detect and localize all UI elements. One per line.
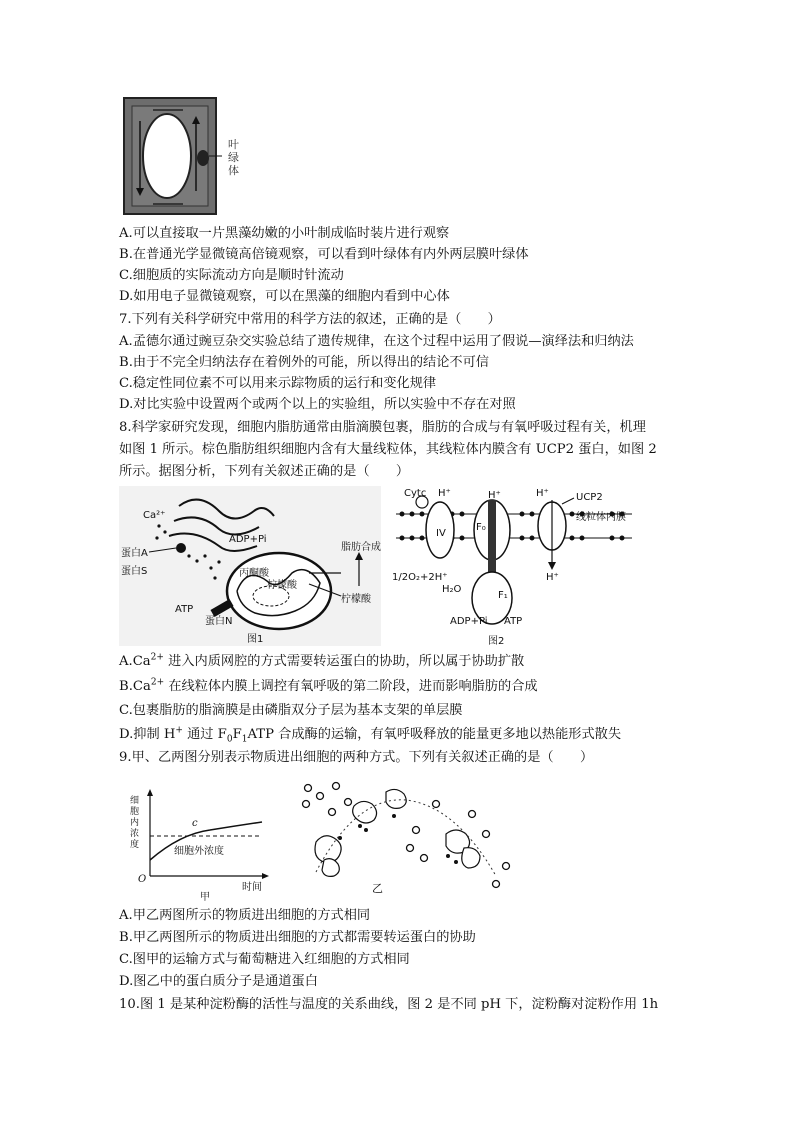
q9-figure-yi (296, 776, 518, 896)
fig1-label-fat-synthesis: 脂肪合成 (341, 542, 381, 553)
jia-origin: O (138, 874, 147, 885)
q7-option-a: A.孟德尔通过豌豆杂交实验总结了遗传规律，在这个过程中运用了假说—演绎法和归纳法 (119, 334, 634, 349)
q7-option-b: B.由于不完全归纳法存在着例外的可能，所以得出的结论不可信 (119, 355, 489, 370)
q8-stem-line-2: 如图 1 所示。棕色脂肪组织细胞内含有大量线粒体，其线粒体内膜含有 UCP2 蛋白，如图 2 (119, 442, 657, 457)
fig1-label-ca: Ca²⁺ (143, 510, 166, 521)
fig2-label-h3: H⁺ (536, 488, 549, 499)
q8-option-d: D.抑制 H+ 通过 $F_0F_1ATP$ 合成酶的运输，有氧呼吸释放的能量更多地以热能形式散失 (119, 725, 622, 745)
fig1-caption: 图1 (247, 634, 264, 645)
q8-figure-1 (119, 486, 381, 646)
fig1-label-protein-a: 蛋白A (121, 548, 148, 559)
q9-option-c: C.图甲的运输方式与葡萄糖进入红细胞的方式相同 (119, 952, 410, 967)
q8-figure-2 (392, 486, 637, 646)
fig2-label-inner-membrane: 线粒体内膜 (576, 512, 626, 523)
chloroplast-label: 叶绿体 (228, 138, 239, 177)
fig2-label-cytc: Cytc (404, 488, 427, 499)
q6-option-a: A.可以直接取一片黑藻幼嫩的小叶制成临时装片进行观察 (119, 226, 450, 241)
fig1-label-citrate-inner: 柠檬酸 (267, 580, 297, 591)
q6-option-c: C.细胞质的实际流动方向是顺时针流动 (119, 268, 344, 283)
q8-option-a: $A.Ca^{2+}$ 进入内质网腔的方式需要转运蛋白的协助，所以属于协助扩散 (119, 652, 525, 669)
fig2-label-f0: F₀ (476, 522, 486, 533)
jia-curve-point: c (192, 818, 198, 829)
q10-stem: 10.图 1 是某种淀粉酶的活性与温度的关系曲线，图 2 是不同 pH 下，淀粉酶对淀粉作用 1h (119, 997, 659, 1012)
fig2-label-f1: F₁ (498, 590, 508, 601)
q9-option-d: D.图乙中的蛋白质分子是通道蛋白 (119, 974, 318, 989)
q9-option-a: A.甲乙两图所示的物质进出细胞的方式相同 (119, 908, 371, 923)
q8-option-c: C.包裹脂肪的脂滴膜是由磷脂双分子层为基本支架的单层膜 (119, 703, 463, 718)
fig2-label-iv: IV (436, 528, 446, 539)
fig1-label-citrate-outer: 柠檬酸 (341, 594, 371, 605)
q9-option-b: B.甲乙两图所示的物质进出细胞的方式都需要转运蛋白的协助 (119, 930, 476, 945)
fig2-caption: 图2 (488, 636, 505, 647)
fig2-label-h2: H⁺ (488, 490, 501, 501)
fig2-label-h1: H⁺ (438, 488, 451, 499)
q7-stem: 7.下列有关科学研究中常用的科学方法的叙述，正确的是（ ） (119, 312, 501, 327)
fig2-label-oxygen: 1/2O₂+2H⁺ (392, 572, 448, 583)
fig1-label-pyruvate: 丙酮酸 (239, 568, 269, 579)
fig2-label-h4: H⁺ (546, 572, 559, 583)
q9-stem: 9.甲、乙两图分别表示物质进出细胞的两种方式。下列有关叙述正确的是（ ） (119, 750, 594, 765)
jia-ylabel: 细胞内浓度 (130, 796, 140, 850)
jia-dashed-label: 细胞外浓度 (174, 846, 224, 857)
yi-caption: 乙 (372, 882, 383, 895)
q9-figure-jia (130, 786, 280, 903)
fig1-label-protein-n: 蛋白N (205, 616, 233, 627)
fig1-label-adp: ADP+Pi (229, 534, 267, 545)
jia-caption: 甲 (200, 892, 210, 903)
q6-option-d: D.如用电子显微镜观察，可以在黑藻的细胞内看到中心体 (119, 289, 450, 304)
q6-option-b: B.在普通光学显微镜高倍镜观察，可以看到叶绿体有内外两层膜叶绿体 (119, 247, 529, 262)
fig2-label-ucp2: UCP2 (576, 492, 603, 503)
cell-figure (118, 96, 258, 218)
fig2-label-water: H₂O (442, 584, 462, 595)
q7-option-d: D.对比实验中设置两个或两个以上的实验组，所以实验中不存在对照 (119, 397, 516, 412)
fig1-label-protein-s: 蛋白S (121, 566, 148, 577)
fig2-label-atp: ATP (504, 616, 523, 627)
fig1-label-atp: ATP (175, 604, 194, 615)
fig2-label-adp: ADP+Pi (450, 616, 488, 627)
q8-option-b: $B.Ca^{2+}$ 在线粒体内膜上调控有氧呼吸的第二阶段，进而影响脂肪的合成 (119, 677, 538, 694)
jia-xlabel: 时间 (242, 882, 262, 893)
q8-stem-line-1: 8.科学家研究发现，细胞内脂肪通常由脂滴膜包裹，脂肪的合成与有氧呼吸过程有关，机理 (119, 420, 646, 435)
q7-option-c: C.稳定性同位素不可以用来示踪物质的运行和变化规律 (119, 376, 437, 391)
q8-stem-line-3: 所示。据图分析，下列有关叙述正确的是（ ） (119, 464, 410, 479)
